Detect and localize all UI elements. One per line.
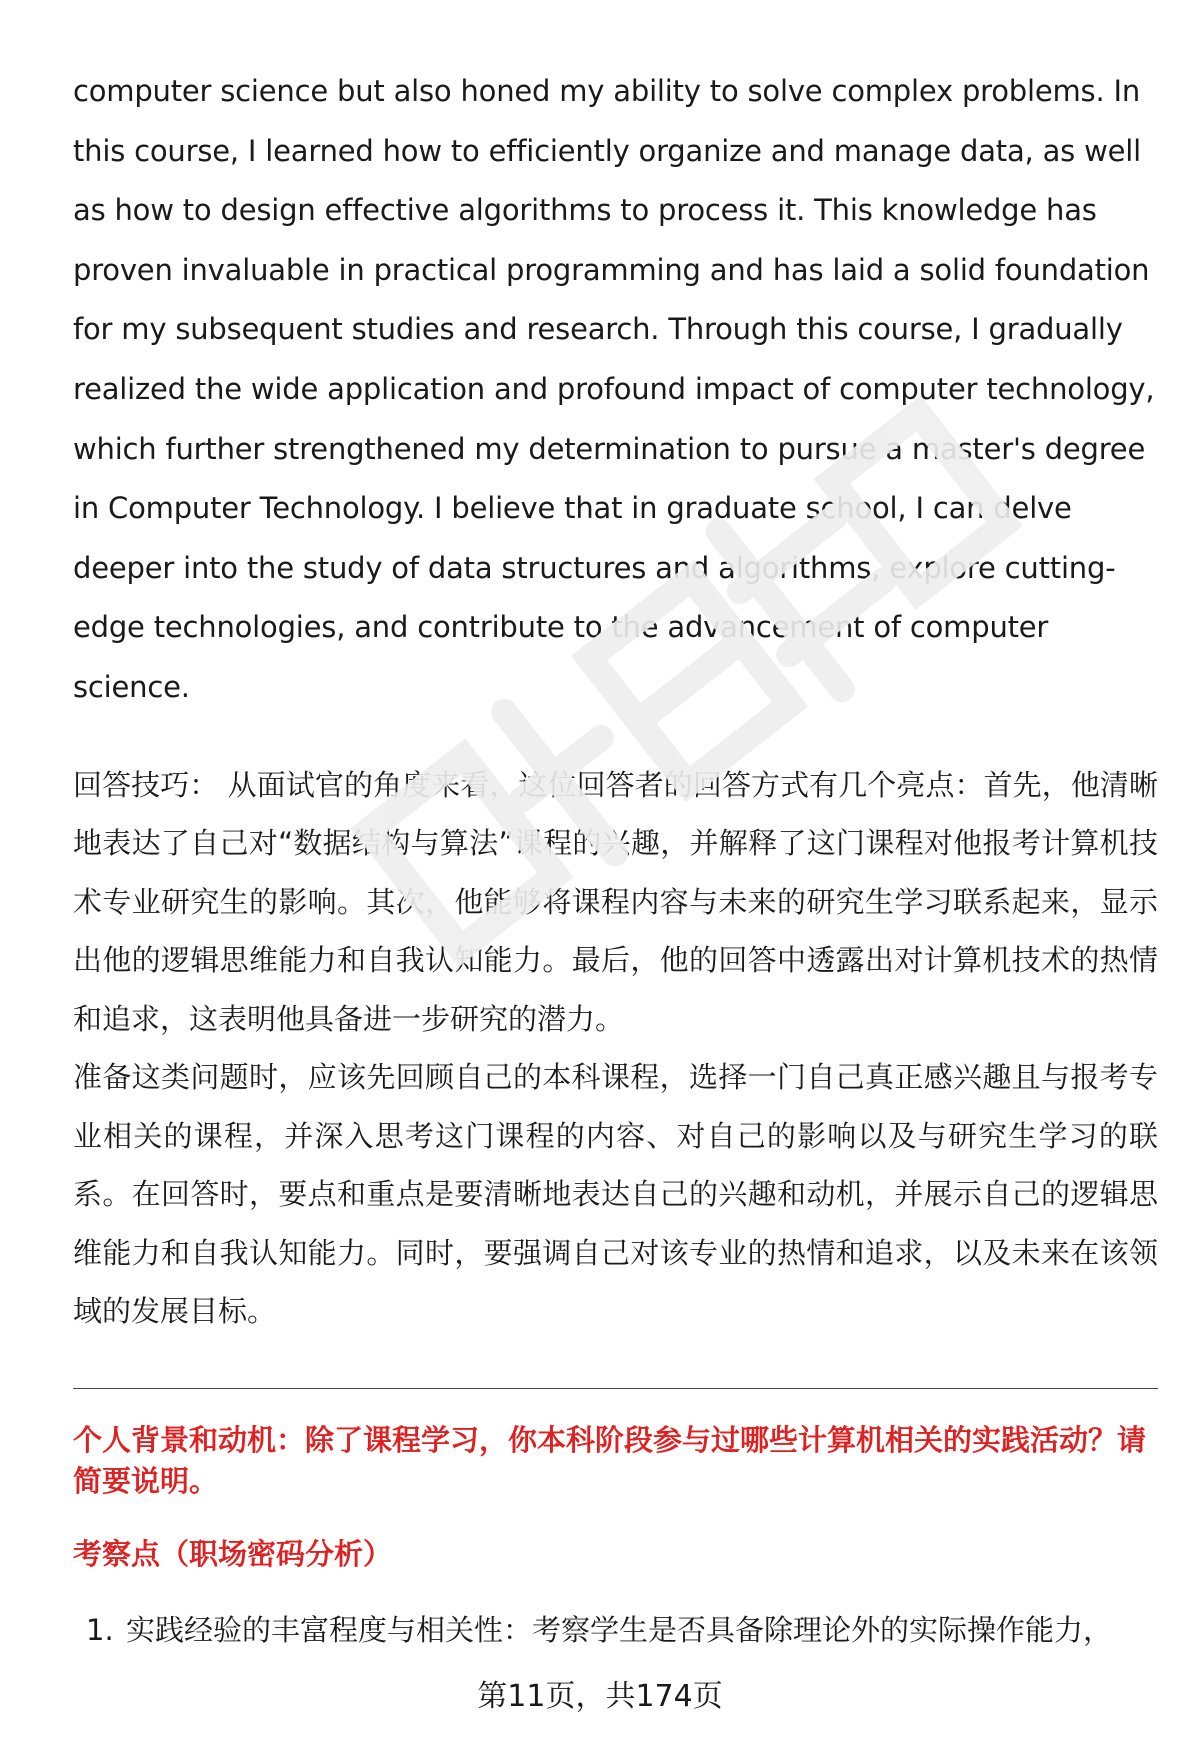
list-item-number: 1.	[86, 1613, 114, 1647]
question-title: 个人背景和动机：除了课程学习，你本科阶段参与过哪些计算机相关的实践活动？请简要说明。	[73, 1423, 1147, 1498]
english-paragraph: computer science but also honed my ability to solve complex problems. In this course, I learned how to efficiently organize and manage data, as well as how to design effective algorithms to process it. This knowledge has proven invaluable in practical programming and has laid a solid foundation for my subsequent studies and research. Through this course, I gradually realized the wide application and profound impact of computer technology, which further strengthened my determination to pursue a master's degree in Computer Technology. I believe that in graduate school, I can delve deeper into the study of data structures and algorithms, explore cutting-edge technologies, and contribute to the advancement of computer science.	[73, 74, 1155, 704]
assessment-points-list	[86, 1608, 1158, 1652]
page-number: 第11页，共174页	[477, 1679, 723, 1714]
assessment-points-heading: 考察点（职场密码分析）	[73, 1537, 393, 1571]
page-body	[73, 62, 1158, 1341]
preparation-paragraph: 准备这类问题时，应该先回顾自己的本科课程，选择一门自己真正感兴趣且与报考专业相关的课程，并深入思考这门课程的内容、对自己的影响以及与研究生学习的联系。在回答时，要点和重点是要清晰地表达自己的兴趣和动机，并展示自己的逻辑思维能力和自我认知能力。同时，要强调自己对该专业的热情和追求，以及未来在该领域的发展目标。	[73, 1060, 1158, 1329]
answer-tips-block	[73, 756, 1158, 1341]
answer-tips-paragraph: 回答技巧： 从面试官的角度来看，这位回答者的回答方式有几个亮点：首先，他清晰地表达了自己对“数据结构与算法”课程的兴趣，并解释了这门课程对他报考计算机技术专业研究生的影响。其次，他能够将课程内容与未来的研究生学习联系起来，显示出他的逻辑思维能力和自我认知能力。最后，他的回答中透露出对计算机技术的热情和追求，这表明他具备进一步研究的潜力。	[73, 767, 1158, 1036]
list-item	[86, 1608, 1158, 1652]
section-divider	[73, 1388, 1158, 1389]
list-item-text: 实践经验的丰富程度与相关性：考察学生是否具备除理论外的实际操作能力，	[126, 1613, 1113, 1647]
